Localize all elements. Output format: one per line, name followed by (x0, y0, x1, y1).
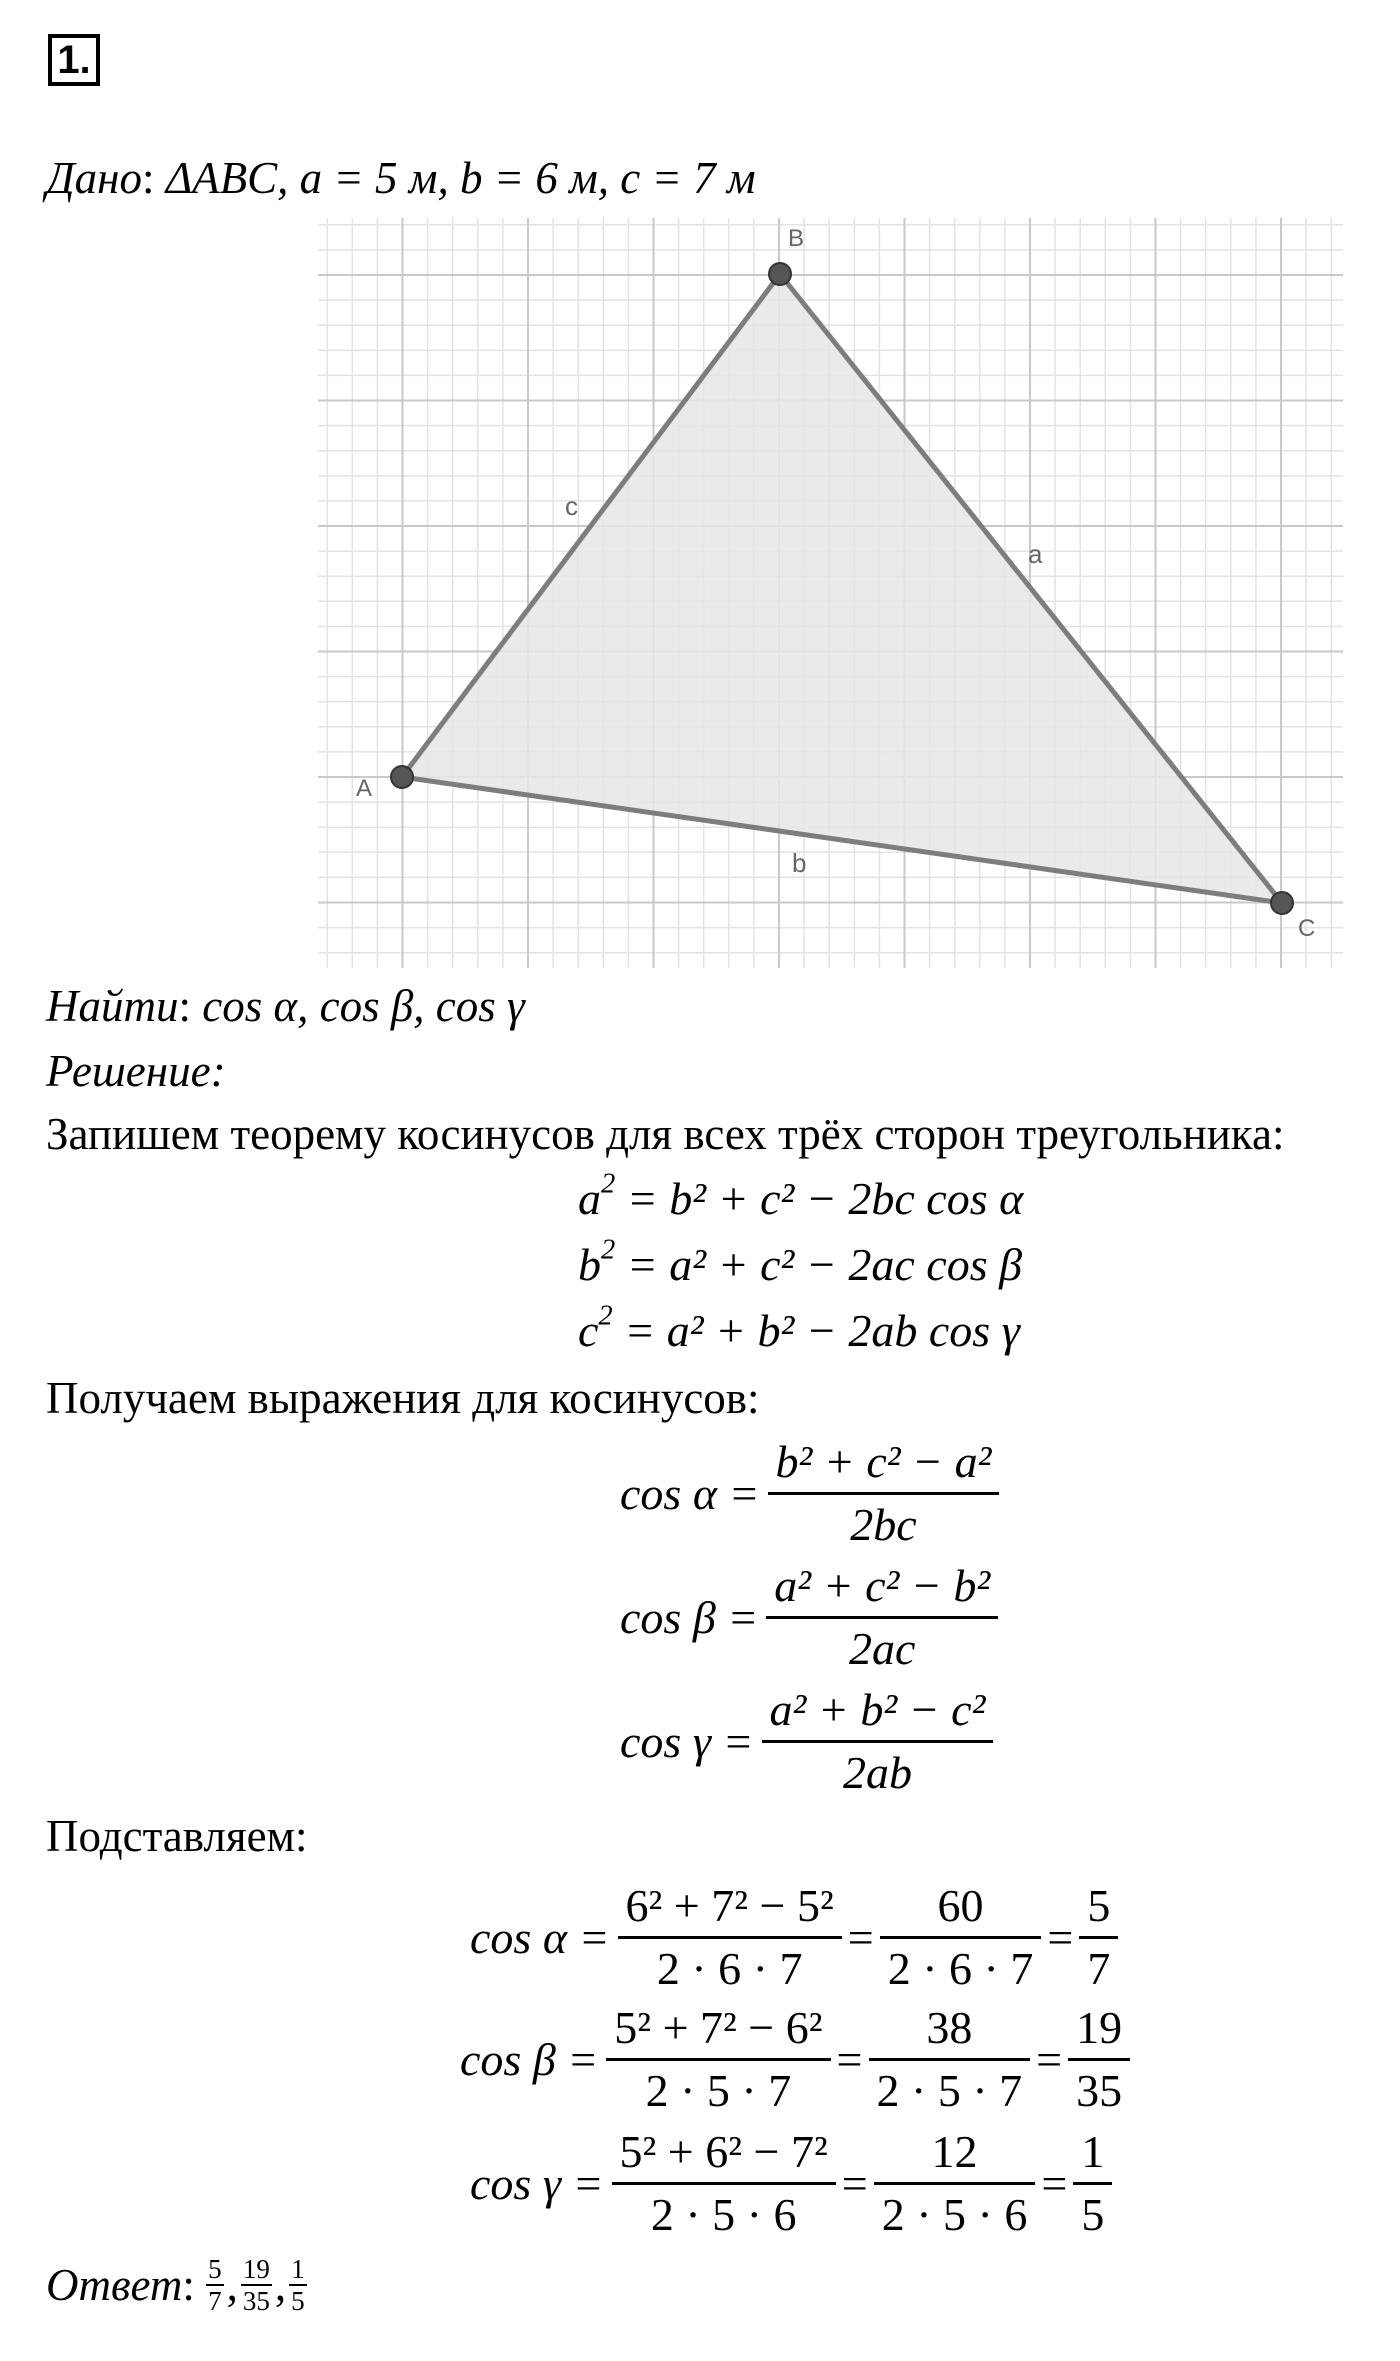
substitution-den1-beta: 2 · 5 · 7 (606, 2058, 830, 2121)
answer-den-1: 7 (208, 2286, 222, 2316)
cos-formula-fraction-beta (766, 1556, 998, 1679)
substitution-num3-beta: 19 (1076, 2002, 1123, 2053)
substitution-frac3-beta (1068, 1998, 1130, 2121)
answer-den-2: 35 (242, 2286, 270, 2316)
answer-num-3: 1 (291, 2254, 305, 2284)
given-line: Дано: ΔABC, a = 5 м, b = 6 м, c = 7 м (46, 153, 756, 203)
equals-sign: = (847, 1912, 874, 1963)
substitution-den2-alpha: 2 · 6 · 7 (880, 1936, 1042, 1999)
vertex-label-b: B (788, 225, 805, 252)
substitution-frac2-beta (869, 1998, 1031, 2121)
cos-formula-fraction-gamma (762, 1680, 994, 1803)
answer-label: Ответ (46, 2260, 183, 2310)
equals-sign: = (841, 2158, 868, 2209)
sentence-substitute: Подставляем: (46, 1811, 308, 1861)
law-rhs-3: = a² + b² − 2ab cos γ (624, 1305, 1020, 1356)
answer-fraction-3 (289, 2254, 307, 2316)
substitution-frac2-gamma (874, 2122, 1036, 2245)
substitution-num2-beta: 38 (926, 2002, 973, 2053)
substitution-den2-gamma: 2 · 5 · 6 (874, 2182, 1036, 2245)
equals-sign: = (1036, 2034, 1063, 2085)
law-lhs-2: b (578, 1239, 601, 1290)
triangle-fill (402, 274, 1282, 903)
cos-formula-lhs-beta: cos β = (620, 1592, 759, 1643)
substitution-num2-alpha: 60 (937, 1880, 984, 1931)
substitution-lhs-beta: cos β = (460, 2034, 599, 2085)
substitution-num3-gamma: 1 (1081, 2126, 1105, 2177)
substitution-den2-beta: 2 · 5 · 7 (869, 2058, 1031, 2121)
sentence-cos-intro: Получаем выражения для косинусов: (46, 1373, 760, 1423)
substitution-frac1-gamma (612, 2122, 836, 2245)
law-equation-2: $b^2 = a^2 + c^2 - 2ac$ cos β (578, 1234, 1023, 1290)
cos-formula-lhs-alpha: cos α = (620, 1468, 760, 1519)
substitution-frac3-alpha (1079, 1876, 1118, 1999)
equals-sign: = (1041, 2158, 1068, 2209)
cos-formula-den-alpha: 2bc (768, 1492, 1000, 1555)
cos-formula-den-beta: 2ac (766, 1616, 998, 1679)
substitution-num1-beta: 5² + 7² − 6² (614, 2002, 823, 2053)
cos-formula-fraction-alpha (768, 1432, 1000, 1555)
cos-formula-den-gamma: 2ab (762, 1740, 994, 1803)
substitution-den3-alpha: 7 (1079, 1936, 1118, 1999)
sentence-law-intro: Запишем теорему косинусов для всех трёх сторон треугольника: (46, 1109, 1285, 1159)
answer-line: Ответ : $\frac{5}{7}$ , $\frac{19}{35}$ , $\frac{1}{5}$ (46, 2254, 305, 2316)
law-rhs-1: = b² + c² − 2bc cos α (626, 1173, 1024, 1224)
substitution-lhs-alpha: cos α = (470, 1912, 610, 1963)
cos-formula-alpha (620, 1432, 999, 1555)
find-label: Найти (46, 981, 179, 1031)
law-rhs-2: = a² + c² − 2ac cos β (626, 1239, 1023, 1290)
substitution-num1-gamma: 5² + 6² − 7² (619, 2126, 828, 2177)
cos-formula-lhs-gamma: cos γ = (620, 1716, 754, 1767)
cos-formula-gamma (620, 1680, 993, 1803)
law-lhs-3: c (578, 1305, 599, 1356)
side-label-c: c (565, 491, 578, 521)
substitution-den3-gamma: 5 (1073, 2182, 1112, 2245)
given-label: Дано (46, 153, 142, 203)
substitution-frac2-alpha (880, 1876, 1042, 1999)
substitution-frac1-alpha (618, 1876, 842, 1999)
answer-fraction-2 (241, 2254, 272, 2316)
substitution-beta (460, 1998, 1130, 2121)
cos-formula-num-alpha: b² + c² − a² (775, 1436, 992, 1487)
side-label-a: a (1028, 539, 1043, 569)
equals-sign: = (1047, 1912, 1074, 1963)
equals-sign: = (836, 2034, 863, 2085)
vertex-b-point (769, 263, 791, 285)
vertex-a-point (391, 766, 413, 788)
vertex-label-c: C (1298, 915, 1316, 942)
substitution-num2-gamma: 12 (931, 2126, 978, 2177)
substitution-frac3-gamma (1073, 2122, 1112, 2245)
triangle-figure (318, 218, 1343, 968)
side-label-b: b (792, 848, 807, 878)
answer-fraction-1 (206, 2254, 224, 2316)
law-equation-3: $c^2 = a^2 + b^2 - 2ab$ cos γ (578, 1300, 1020, 1356)
find-line: Найти: cos α, cos β, cos γ (46, 981, 525, 1031)
given-text: ΔABC, a = 5 м, b = 6 м, c = 7 м (165, 153, 756, 203)
substitution-lhs-gamma: cos γ = (470, 2158, 604, 2209)
answer-den-3: 5 (291, 2286, 305, 2316)
vertex-c-point (1271, 892, 1293, 914)
law-lhs-1: a (578, 1173, 601, 1224)
task-number: 1. (48, 34, 100, 86)
substitution-alpha (470, 1876, 1118, 1999)
solution-label-text: Решение (46, 1046, 211, 1096)
cos-formula-num-beta: a² + c² − b² (774, 1560, 991, 1611)
substitution-gamma (470, 2122, 1112, 2245)
solution-label: Решение: (46, 1046, 226, 1096)
substitution-frac1-beta (606, 1998, 830, 2121)
find-text: cos α, cos β, cos γ (202, 981, 525, 1031)
substitution-num1-alpha: 6² + 7² − 5² (625, 1880, 834, 1931)
substitution-num3-alpha: 5 (1087, 1880, 1111, 1931)
answer-num-2: 19 (242, 2254, 270, 2284)
substitution-den3-beta: 35 (1068, 2058, 1130, 2121)
vertex-label-a: A (356, 775, 373, 802)
answer-num-1: 5 (208, 2254, 222, 2284)
cos-formula-num-gamma: a² + b² − c² (769, 1684, 986, 1735)
cos-formula-beta (620, 1556, 998, 1679)
law-equation-1: $a^2 = b^2 + c^2 - 2bc$ cos α (578, 1168, 1024, 1224)
substitution-den1-gamma: 2 · 5 · 6 (612, 2182, 836, 2245)
substitution-den1-alpha: 2 · 6 · 7 (618, 1936, 842, 1999)
